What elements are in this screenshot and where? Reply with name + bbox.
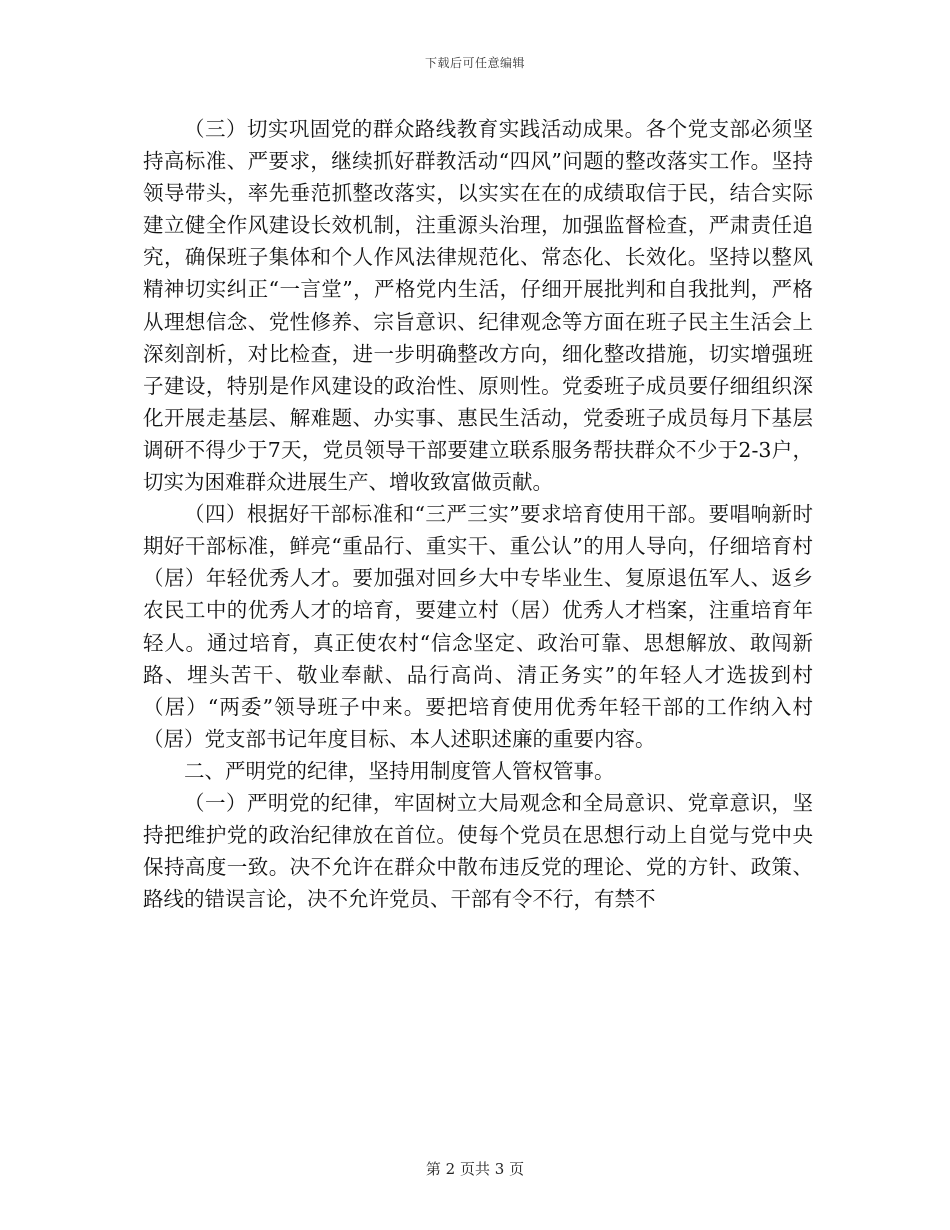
heading-section-2: 二、严明党的纪律，坚持用制度管人管权管事。: [184, 758, 615, 783]
page-header: 下载后可任意编辑: [424, 56, 525, 70]
paragraph-section-2-1: （一）严明党的纪律，牢固树立大局观念和全局意识、党章意识，坚持把维护党的政治纪律放在首位。使每个党员在思想行动上自觉与党中央保持高度一致。决不允许在群众中散布违反党的理论、党的方针、政策、路线的错误言论，决不允许党员、干部有令不行，有禁不: [143, 790, 813, 912]
document-body: [143, 113, 813, 915]
paragraph-section-3: （三）切实巩固党的群众路线教育实践活动成果。各个党支部必须坚持高标准、严要求，继续抓好群教活动“四风”问题的整改落实工作。坚持领导带头，率先垂范抓整改落实，以实实在在的成绩取信于民，结合实际建立健全作风建设长效机制，注重源头治理，加强监督检查，严肃责任追究，确保班子集体和个人作风法律规范化、常态化、长效化。坚持以整风精神切实纠正“一言堂”，严格党内生活，仔细开展批判和自我批判，严格从理想信念、党性修养、宗旨意识、纪律观念等方面在班子民主生活会上深刻剖析，对比检查，进一步明确整改方向，细化整改措施，切实增强班子建设，特别是作风建设的政治性、原则性。党委班子成员要仔细组织深化开展走基层、解难题、办实事、惠民生活动，党委班子成员每月下基层调研不得少于7天，党员领导干部要建立联系服务帮扶群众不少于2-3户，切实为困难群众进展生产、增收致富做贡献。: [143, 117, 813, 495]
page-number-footer: 第 2 页共 3 页: [425, 1160, 525, 1178]
paragraph-section-4: （四）根据好干部标准和“三严三实”要求培育使用干部。要唱响新时期好干部标准，鲜亮“重品行、重实干、重公认”的用人导向，仔细培育村（居）年轻优秀人才。要加强对回乡大中专毕业生、复原退伍军人、返乡农民工中的优秀人才的培育，要建立村（居）优秀人才档案，注重培育年轻人。通过培育，真正使农村“信念坚定、政治可靠、思想解放、敢闯新路、埋头苦干、敬业奉献、品行高尚、清正务实”的年轻人才选拔到村（居）“两委”领导班子中来。要把培育使用优秀年轻干部的工作纳入村（居）党支部书记年度目标、本人述职述廉的重要内容。: [143, 502, 813, 751]
